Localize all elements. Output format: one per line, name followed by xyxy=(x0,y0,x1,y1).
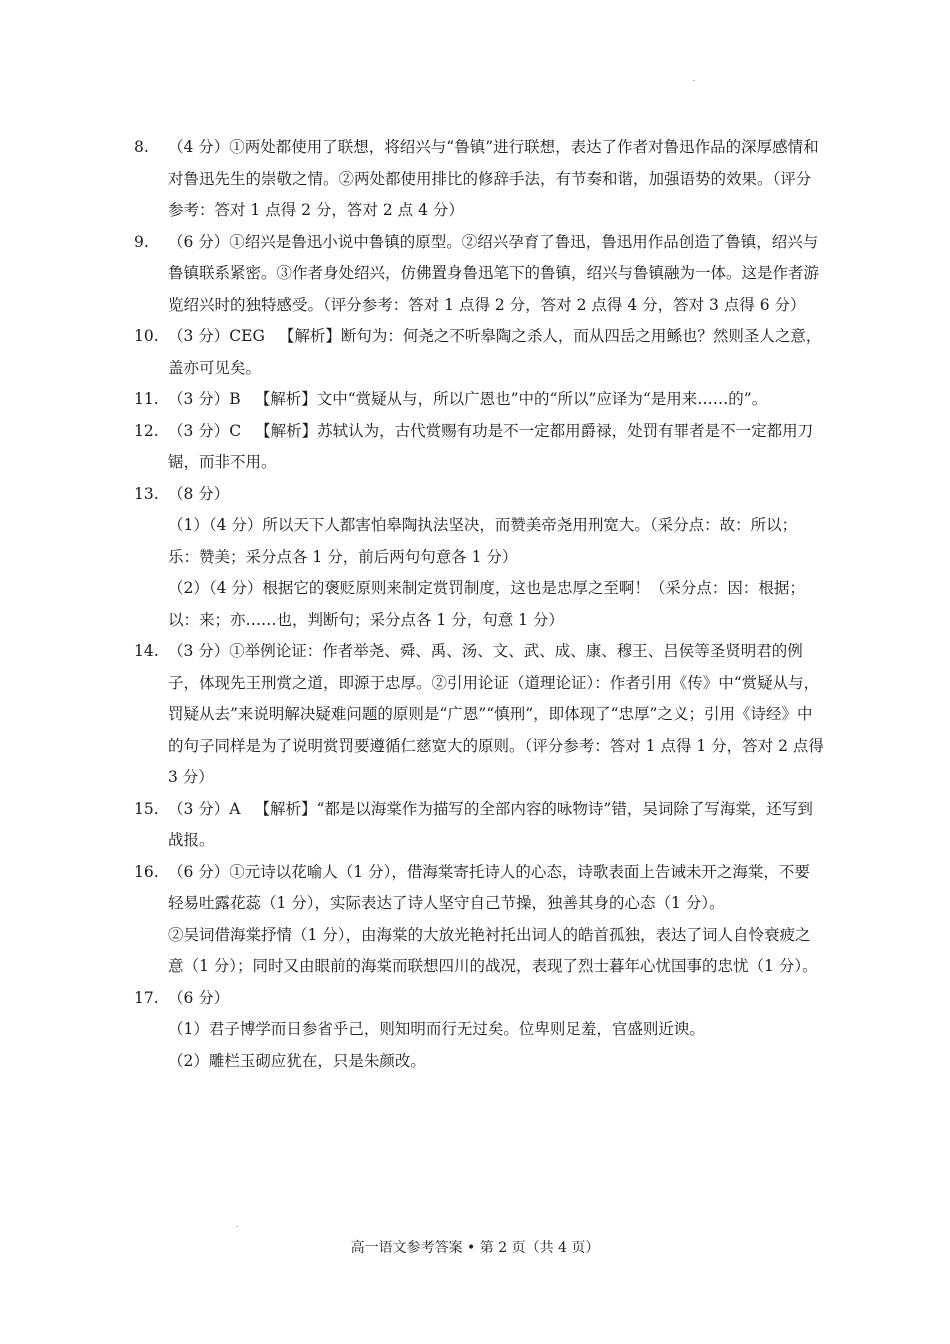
sub-answer-1: （1）（4 分）所以天下人都害怕皋陶执法坚决，而赞美帝尧用刑宽大。（采分点：故：所以；乐：赞美；采分点各 1 分，前后两句句意各 1 分） xyxy=(168,516,798,566)
question-number: 15. xyxy=(134,799,159,818)
question-number: 9. xyxy=(134,232,149,251)
question-number: 13. xyxy=(134,484,159,503)
answer-16 xyxy=(134,857,824,983)
analysis-text: 【解析】断句为：何尧之不听皋陶之杀人，而从四岳之用鲧也？然则圣人之意，盖亦可见矣。 xyxy=(168,327,822,377)
analysis-text: 【解析】苏轼认为，古代赏赐有功是不一定都用爵禄，处罚有罪者是不一定都用刀锯，而非不用。 xyxy=(168,421,814,471)
question-number: 11. xyxy=(134,390,159,408)
answer-11 xyxy=(134,384,824,416)
answer-10 xyxy=(134,321,824,384)
question-number: 8. xyxy=(134,138,149,156)
analysis-text: 【解析】“都是以海棠作为描写的全部内容的咏物诗”错，吴词除了写海棠，还写到战报。 xyxy=(168,799,813,849)
answer-13 xyxy=(134,479,824,637)
page-footer: 高一语文参考答案 • 第 2 页（共 4 页） xyxy=(350,1240,600,1256)
scan-speck xyxy=(236,1226,238,1227)
question-number: 10. xyxy=(134,327,159,345)
sub-answer-1: （1）君子博学而日参省乎己，则知明而行无过矣。位卑则足羞，官盛则近谀。 xyxy=(168,1020,705,1038)
answer-9 xyxy=(134,227,824,322)
sub-answer-2: ②吴词借海棠抒情（1 分），由海棠的大放光艳衬托出词人的皓首孤独，表达了词人自怜衰疲之意（1 分）；同时又由眼前的海棠而联想四川的战况，表现了烈士暮年心忧国事的忠忧（1 分）。 xyxy=(168,925,818,975)
answer-12 xyxy=(134,416,824,479)
scan-speck xyxy=(693,80,695,81)
score-answer: （3 分）A xyxy=(168,799,241,818)
answer-14 xyxy=(134,636,824,794)
answer-17 xyxy=(134,983,824,1078)
score-answer: （3 分）CEG xyxy=(168,327,265,345)
answer-text: （4 分）①两处都使用了联想，将绍兴与“鲁镇”进行联想，表达了作者对鲁迅作品的深厚感情和对鲁迅先生的崇敬之情。②两处都使用排比的修辞手法，有节奏和谐，加强语势的效果。（评分参考：答对 1 点得 2 分，答对 2 点 4 分） xyxy=(168,138,819,219)
question-number: 14. xyxy=(134,642,159,660)
score-answer: （3 分）C xyxy=(168,421,242,440)
answer-list xyxy=(134,132,824,1077)
answer-8 xyxy=(134,132,824,227)
answer-text: （6 分）①绍兴是鲁迅小说中鲁镇的原型。②绍兴孕育了鲁迅，鲁迅用作品创造了鲁镇，绍兴与鲁镇联系紧密。③作者身处绍兴，仿佛置身鲁迅笔下的鲁镇，绍兴与鲁镇融为一体。这是作者游览绍兴时的独特感受。（评分参考：答对 1 点得 2 分，答对 2 点得 4 分，答对 3 点得 6 分） xyxy=(168,232,820,314)
answer-text: （3 分）①举例论证：作者举尧、舜、禹、汤、文、武、成、康、穆王、吕侯等圣贤明君的例子，体现先王刑赏之道，即源于忠厚。②引用论证（道理论证）：作者引用《传》中“赏疑从与，罚疑从去”来说明解决疑难问题的原则是“广恩”“慎刑”，即体现了“忠厚”之义；引用《诗经》中的句子同样是为了说明赏罚要遵循仁慈宽大的原则。（评分参考：答对 1 点得 1 分，答对 2 点得 3 分） xyxy=(168,642,824,786)
answer-text: （6 分）①元诗以花喻人（1 分），借海棠寄托诗人的心态，诗歌表面上告诫未开之海棠，不要轻易吐露花蕊（1 分），实际表达了诗人坚守自己节操，独善其身的心态（1 分）。 xyxy=(168,862,810,912)
question-number: 12. xyxy=(134,421,159,440)
answer-text: （6 分） xyxy=(168,988,230,1007)
answer-text: （8 分） xyxy=(168,484,230,503)
question-number: 16. xyxy=(134,862,159,881)
answer-15 xyxy=(134,794,824,857)
sub-answer-2: （2）雕栏玉砌应犹在，只是朱颜改。 xyxy=(168,1051,426,1070)
analysis-text: 【解析】文中“赏疑从与，所以广恩也”中的“所以”应译为“是用来……的”。 xyxy=(254,390,768,408)
score-answer: （3 分）B xyxy=(168,390,241,408)
sub-answer-2: （2）（4 分）根据它的褒贬原则来制定赏罚制度，这也是忠厚之至啊！（采分点：因：根据；以：来；亦……也，判断句；采分点各 1 分，句意 1 分） xyxy=(168,579,805,629)
question-number: 17. xyxy=(134,988,159,1007)
